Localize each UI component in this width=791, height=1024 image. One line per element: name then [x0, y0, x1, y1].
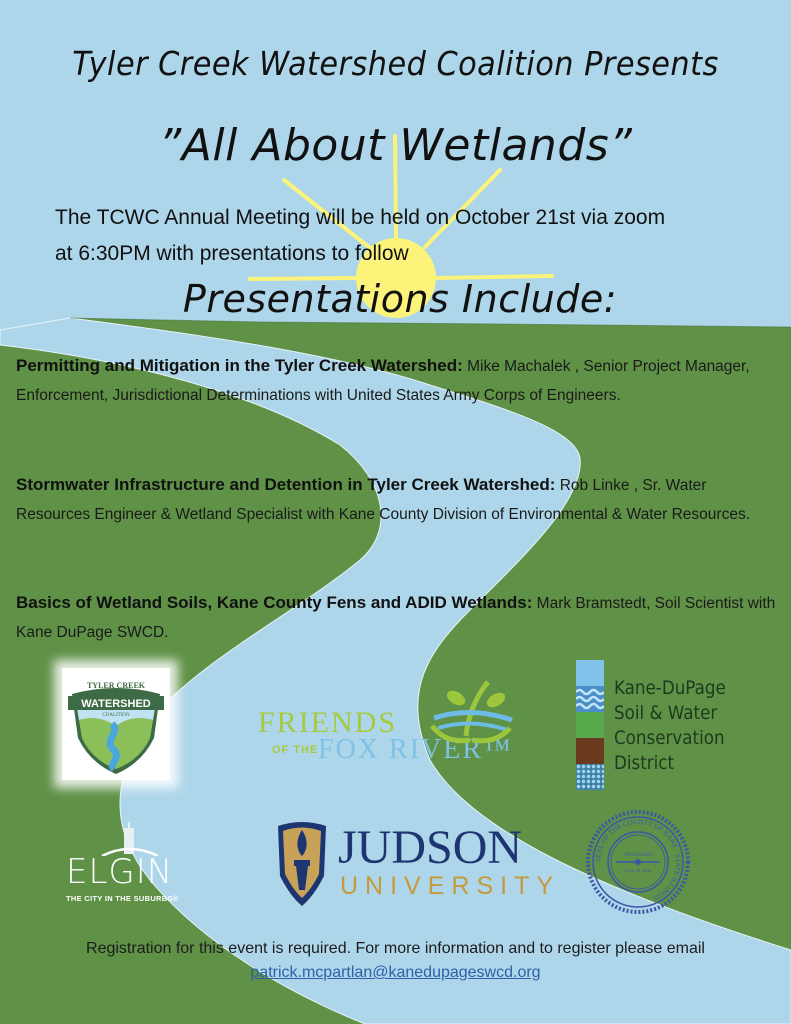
intro-line-2: at 6:30PM with presentations to follow [55, 242, 409, 265]
presenter-heading: Tyler Creek Watershed Coalition Presents [72, 44, 719, 83]
friends-of-fox-river-logo [258, 676, 528, 776]
water-band [576, 660, 604, 686]
city-tower-icon [100, 822, 160, 856]
judson-wordmark: JUDSON [338, 821, 523, 874]
svg-text:ORGANIZED: ORGANIZED [623, 853, 653, 858]
intro-line-1: The TCWC Annual Meeting will be held on October 21st via zoom [55, 206, 666, 229]
svg-text:WATERSHED: WATERSHED [81, 698, 151, 710]
svg-text:SEAL OF THE COUNTY OF KANE · S: SEAL OF THE COUNTY OF KANE · STATE ILLINOIS [593, 817, 683, 903]
elgin-wordmark: ELGIN [66, 852, 174, 892]
svg-text:JAN. 16, 1836: JAN. 16, 1836 [624, 868, 652, 873]
judson-subtitle: UNIVERSITY [340, 872, 561, 900]
presentation-item [16, 588, 776, 647]
fox-logo-line2: OF THE [272, 744, 319, 756]
kane-dupage-swcd-logo [576, 660, 776, 790]
tcwc-logo [62, 668, 170, 780]
fox-logo-line1: FRIENDS [258, 706, 398, 739]
wave-band-icon [576, 686, 604, 712]
county-seal-icon [586, 810, 690, 914]
soil-band [576, 738, 604, 764]
kane-county-seal [586, 810, 690, 914]
presentation-details: Mark Bramstedt, Soil Scientist with Kane DuPage SWCD. [16, 595, 776, 641]
watershed-shield-icon [62, 668, 170, 780]
presentation-item [16, 470, 776, 529]
torch-shield-icon [274, 816, 330, 908]
presentations-heading: Presentations Include: [182, 277, 618, 321]
registration-info [0, 937, 791, 985]
judson-university-logo [274, 816, 561, 912]
sprout-hands-icon [426, 676, 516, 746]
presentation-title: Stormwater Infrastructure and Detention in Tyler Creek Watershed: [16, 475, 556, 494]
elgin-logo [60, 822, 200, 902]
presentation-item [16, 351, 776, 410]
registration-email-link[interactable]: patrick.mcpartlan@kanedupageswcd.org [250, 964, 541, 981]
meeting-intro [55, 200, 775, 272]
presentation-title: Basics of Wetland Soils, Kane County Fens and ADID Wetlands: [16, 593, 533, 612]
svg-text:TYLER CREEK: TYLER CREEK [86, 681, 146, 690]
svg-text:COALITION: COALITION [102, 713, 130, 718]
grass-band [576, 712, 604, 738]
elgin-tagline: THE CITY IN THE SUBURBS® [66, 894, 179, 903]
presentation-details: Rob Linke , Sr. Water Resources Engineer & Wetland Specialist with Kane County Division of Environmental & Water Resources. [16, 477, 751, 523]
registration-text: Registration for this event is required. For more information and to register please email [86, 940, 705, 957]
fox-logo-line3: FOX RIVER™ [318, 734, 513, 765]
kdswcd-name: Kane-DuPage Soil & Water Conservation District [614, 677, 726, 774]
gravel-band [576, 764, 604, 790]
event-title: ”All About Wetlands” [158, 120, 633, 171]
presentation-details: Mike Machalek , Senior Project Manager, Enforcement, Jurisdictional Determinations with United States Army Corps of Engineers. [16, 358, 750, 404]
presentation-title: Permitting and Mitigation in the Tyler Creek Watershed: [16, 356, 463, 375]
